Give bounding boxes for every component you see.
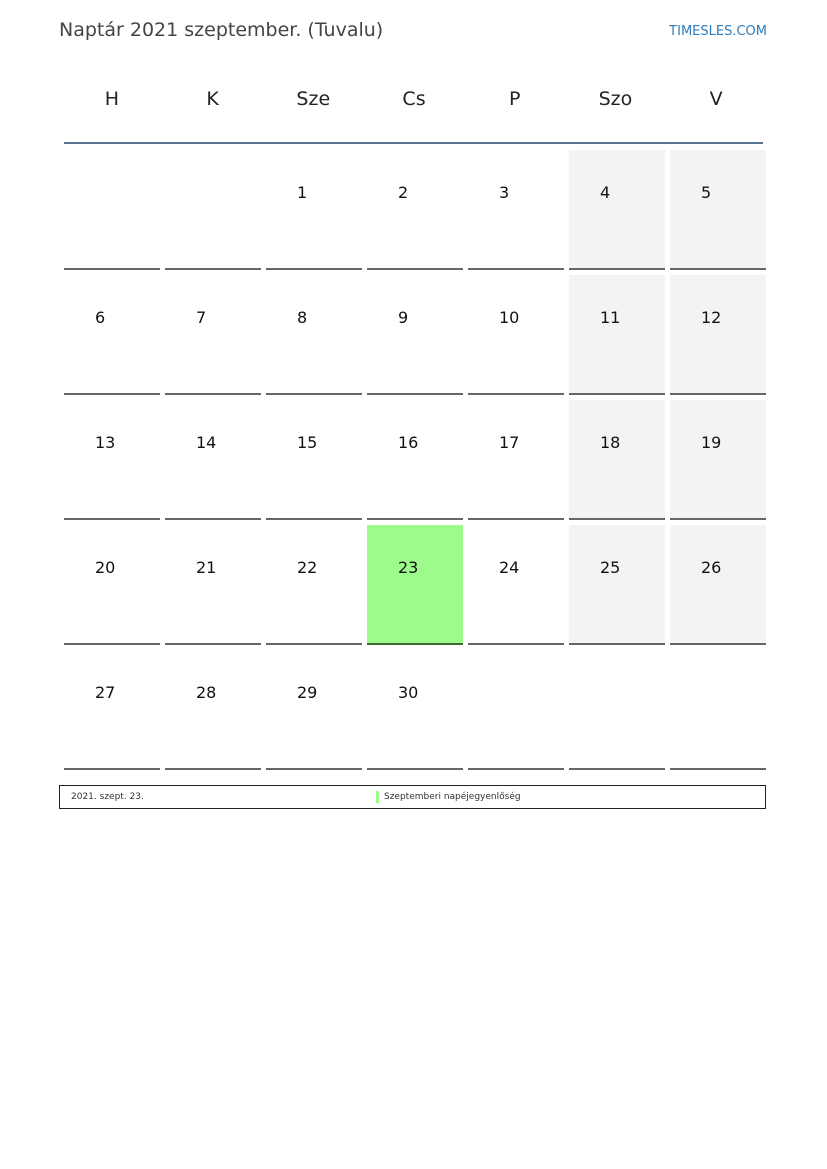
page-title: Naptár 2021 szeptember. (Tuvalu)	[59, 19, 384, 41]
day-cell[interactable]	[165, 400, 261, 520]
legend	[59, 785, 766, 809]
empty-day-cell	[569, 650, 665, 770]
day-number: 18	[600, 433, 621, 452]
day-cell[interactable]	[266, 400, 362, 520]
day-cell[interactable]	[367, 400, 463, 520]
weekday-thursday: Cs	[402, 88, 426, 110]
weekday-wednesday: Sze	[296, 88, 331, 110]
weekday-tuesday: K	[206, 88, 219, 110]
day-cell[interactable]	[670, 275, 766, 395]
calendar-grid	[64, 150, 766, 770]
weekday-monday: H	[104, 88, 119, 110]
legend-event	[376, 791, 521, 803]
day-number: 7	[196, 308, 207, 327]
day-cell[interactable]	[266, 525, 362, 645]
day-number: 4	[600, 183, 611, 202]
day-number: 29	[297, 683, 318, 702]
day-number: 26	[701, 558, 722, 577]
day-cell[interactable]	[367, 650, 463, 770]
empty-day-cell	[468, 650, 564, 770]
day-number: 17	[499, 433, 520, 452]
day-cell[interactable]	[64, 525, 160, 645]
day-cell[interactable]	[670, 150, 766, 270]
day-number: 16	[398, 433, 419, 452]
day-number: 2	[398, 183, 409, 202]
day-cell[interactable]	[468, 275, 564, 395]
day-cell[interactable]	[266, 650, 362, 770]
day-number: 25	[600, 558, 621, 577]
day-number: 19	[701, 433, 722, 452]
day-number: 13	[95, 433, 116, 452]
header-divider	[64, 142, 763, 144]
empty-day-cell	[165, 150, 261, 270]
day-number: 1	[297, 183, 308, 202]
day-cell[interactable]	[569, 400, 665, 520]
day-cell[interactable]	[165, 275, 261, 395]
day-cell[interactable]	[266, 150, 362, 270]
day-cell[interactable]	[367, 525, 463, 645]
weekday-saturday: Szo	[598, 88, 633, 110]
day-number: 23	[398, 558, 419, 577]
weekday-sunday: V	[709, 88, 723, 110]
day-cell[interactable]	[468, 150, 564, 270]
day-cell[interactable]	[64, 275, 160, 395]
day-number: 11	[600, 308, 621, 327]
day-number: 12	[701, 308, 722, 327]
day-number: 14	[196, 433, 217, 452]
day-number: 5	[701, 183, 712, 202]
day-cell[interactable]	[468, 525, 564, 645]
site-brand-link[interactable]: TIMESLES.COM	[669, 24, 767, 39]
day-number: 20	[95, 558, 116, 577]
day-cell[interactable]	[266, 275, 362, 395]
day-number: 22	[297, 558, 318, 577]
day-cell[interactable]	[165, 650, 261, 770]
day-cell[interactable]	[64, 400, 160, 520]
day-number: 30	[398, 683, 419, 702]
empty-day-cell	[64, 150, 160, 270]
day-cell[interactable]	[165, 525, 261, 645]
day-number: 15	[297, 433, 318, 452]
day-number: 21	[196, 558, 217, 577]
day-number: 6	[95, 308, 106, 327]
legend-swatch	[376, 791, 379, 803]
day-number: 9	[398, 308, 409, 327]
day-number: 8	[297, 308, 308, 327]
day-cell[interactable]	[569, 525, 665, 645]
day-cell[interactable]	[670, 525, 766, 645]
day-number: 28	[196, 683, 217, 702]
day-cell[interactable]	[367, 150, 463, 270]
weekday-friday: P	[509, 88, 521, 110]
day-number: 27	[95, 683, 116, 702]
day-cell[interactable]	[468, 400, 564, 520]
legend-event-label: Szeptemberi napéjegyenlőség	[384, 792, 521, 802]
empty-day-cell	[670, 650, 766, 770]
weekday-header	[64, 88, 764, 122]
day-number: 24	[499, 558, 520, 577]
day-number: 3	[499, 183, 510, 202]
day-cell[interactable]	[367, 275, 463, 395]
day-number: 10	[499, 308, 520, 327]
day-cell[interactable]	[670, 400, 766, 520]
day-cell[interactable]	[569, 275, 665, 395]
day-cell[interactable]	[64, 650, 160, 770]
day-cell[interactable]	[569, 150, 665, 270]
legend-date: 2021. szept. 23.	[71, 792, 144, 802]
